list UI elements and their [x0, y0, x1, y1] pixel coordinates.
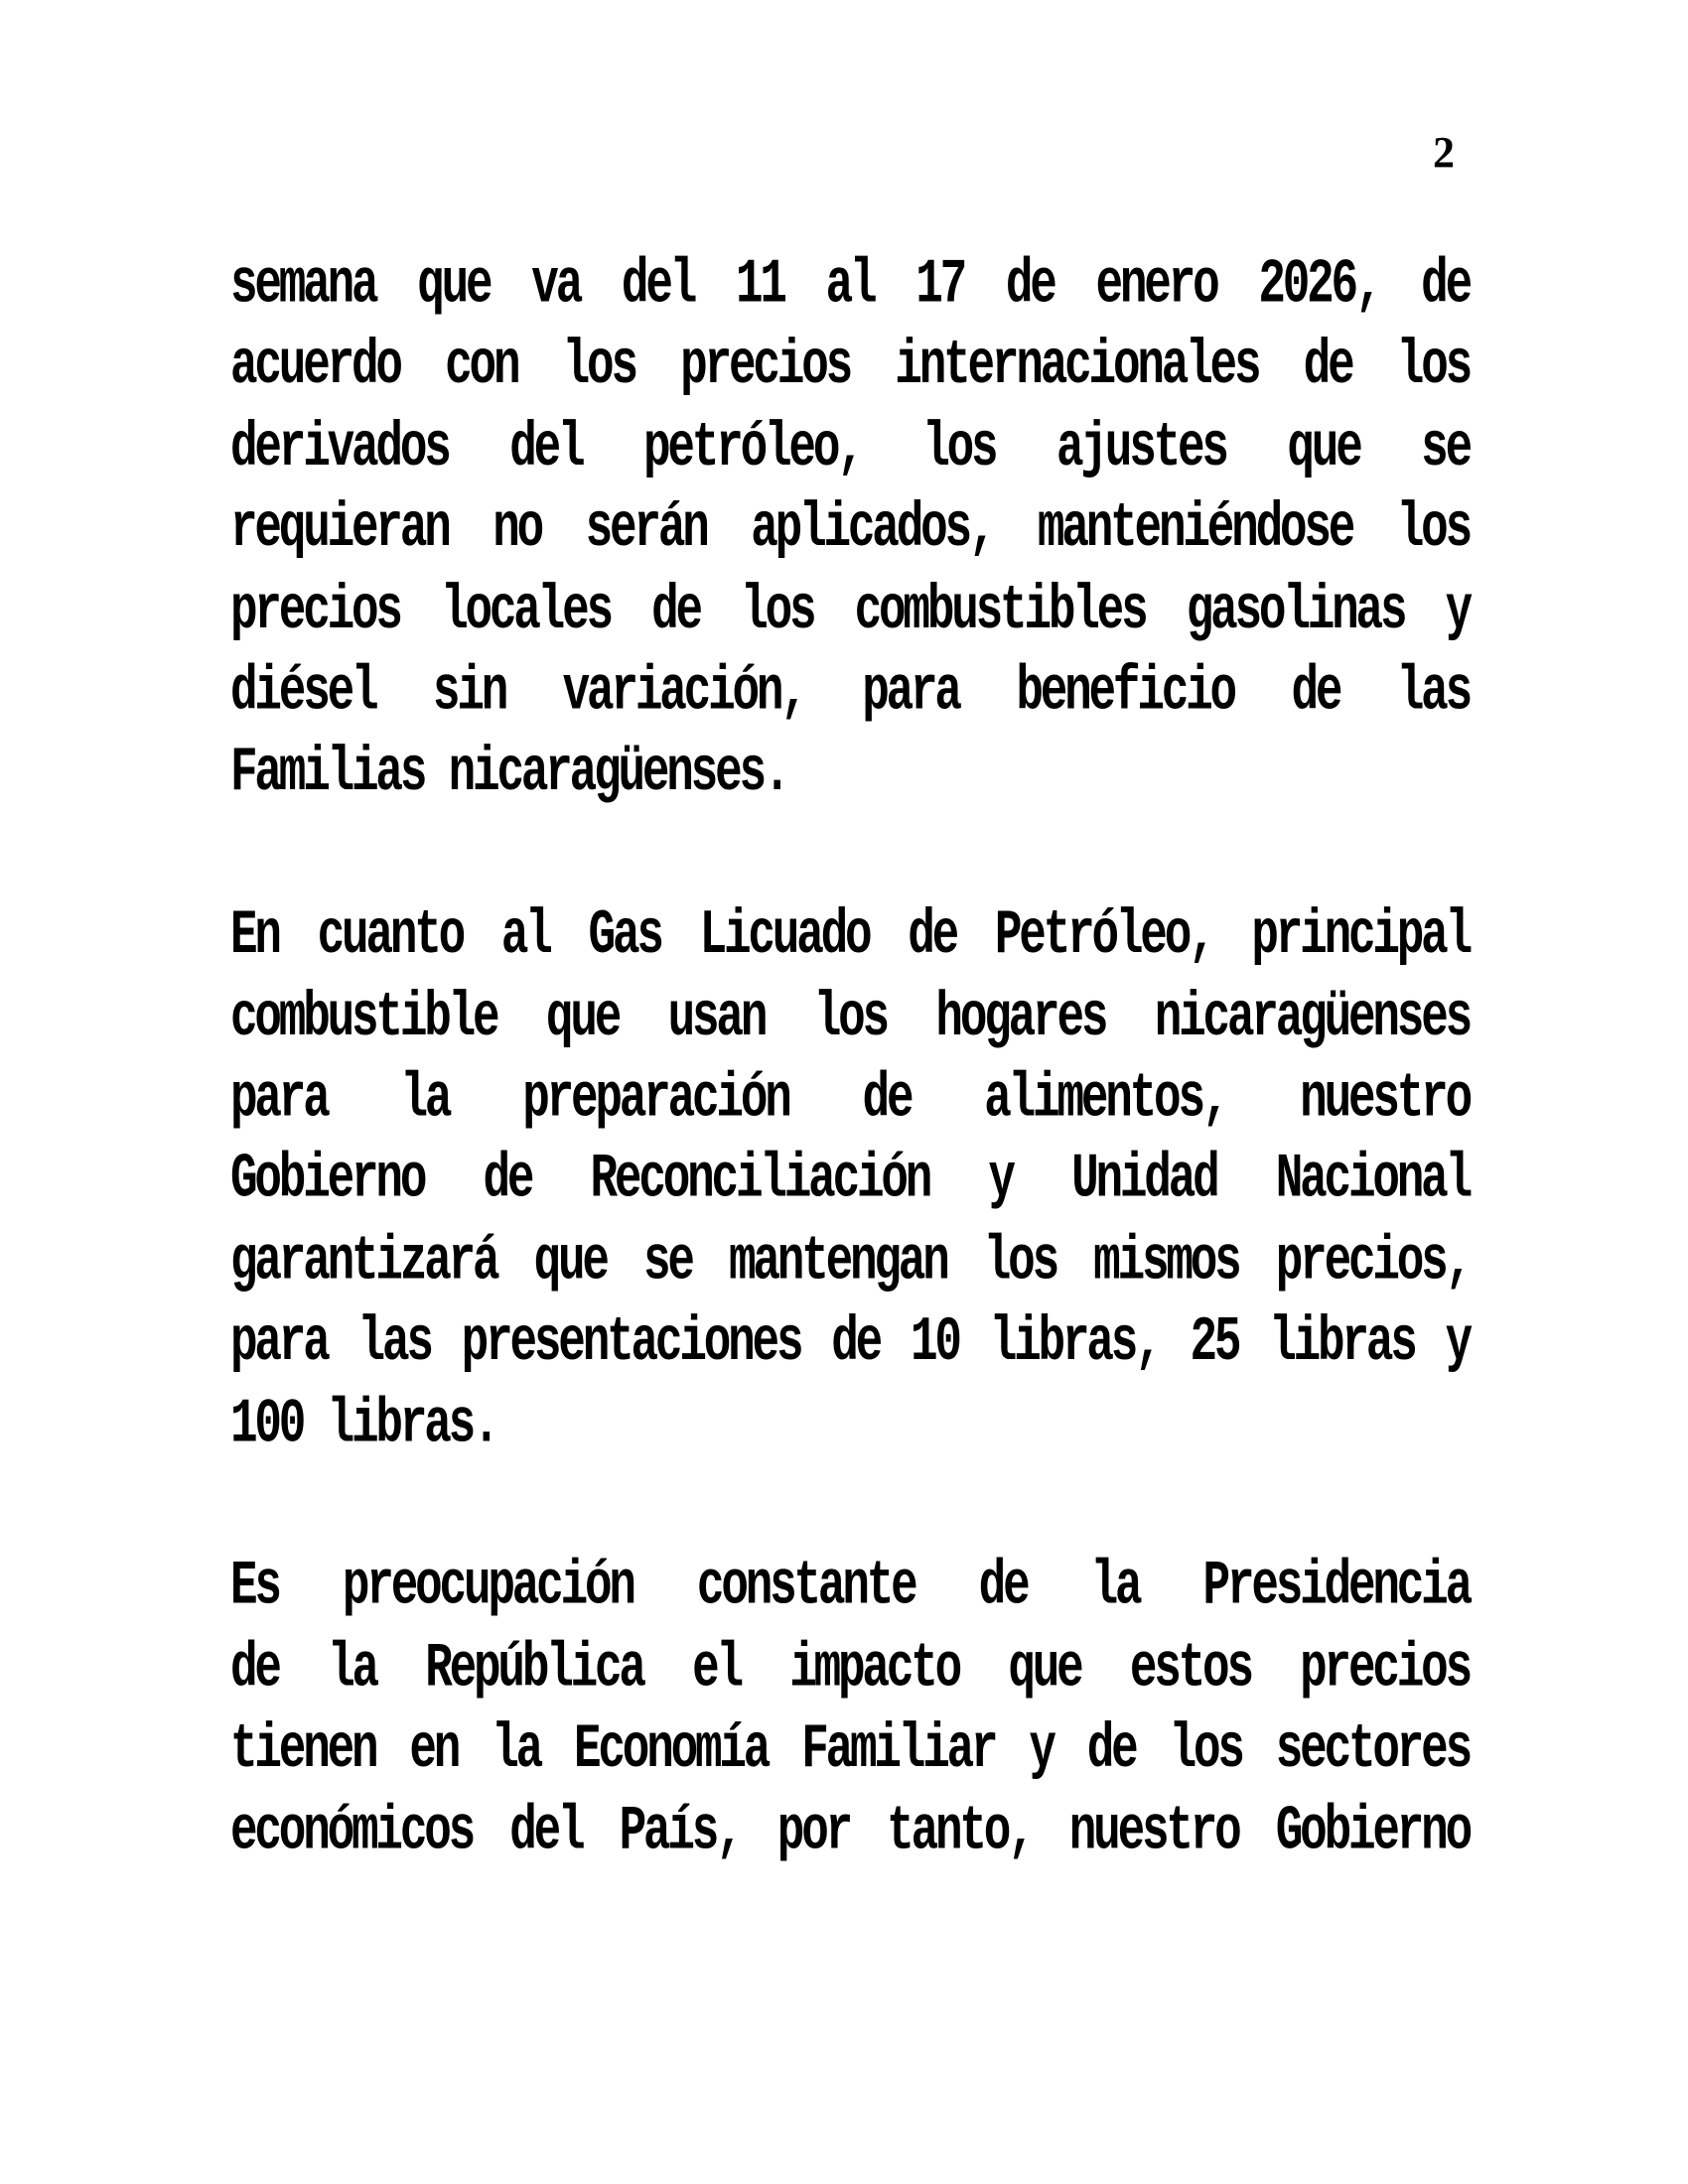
text-line: acuerdo con los precios internacionales de los — [230, 331, 1470, 402]
text-line: para las presentaciones de 10 libras, 25 libras y — [230, 1306, 1470, 1379]
text-line: Es preocupación constante de la Presidencia — [230, 1551, 1470, 1623]
text-line: económicos del País, por tanto, nuestro Gobierno — [230, 1795, 1470, 1867]
text-line: Gobierno de Reconciliación y Unidad Nacional — [230, 1144, 1470, 1216]
document-body — [230, 245, 1470, 1873]
text-line: precios locales de los combustibles gasolinas y — [230, 575, 1470, 646]
text-line: requieran no serán aplicados, manteniéndose los — [230, 493, 1470, 565]
paragraph — [230, 1548, 1470, 1873]
text-line: Familias nicaragüenses. — [230, 738, 788, 809]
text-line: de la República el impacto que estos precios — [230, 1632, 1470, 1705]
text-line: 100 libras. — [230, 1388, 497, 1460]
text-line: En cuanto al Gas Licuado de Petróleo, principal — [230, 899, 1470, 972]
text-line: garantizará que se mantengan los mismos precios, — [230, 1225, 1470, 1297]
text-line: tienen en la Economía Familiar y de los sectores — [230, 1713, 1470, 1786]
paragraph — [230, 245, 1470, 815]
page-number: 2 — [1433, 128, 1455, 177]
text-line: semana que va del 11 al 17 de enero 2026, de — [230, 249, 1470, 321]
text-line: derivados del petróleo, los ajustes que se — [230, 412, 1470, 483]
text-line: combustible que usan los hogares nicaragüenses — [230, 981, 1470, 1053]
text-line: diésel sin variación, para beneficio de las — [230, 656, 1470, 728]
text-line: para la preparación de alimentos, nuestro — [230, 1062, 1470, 1135]
paragraph — [230, 896, 1470, 1466]
